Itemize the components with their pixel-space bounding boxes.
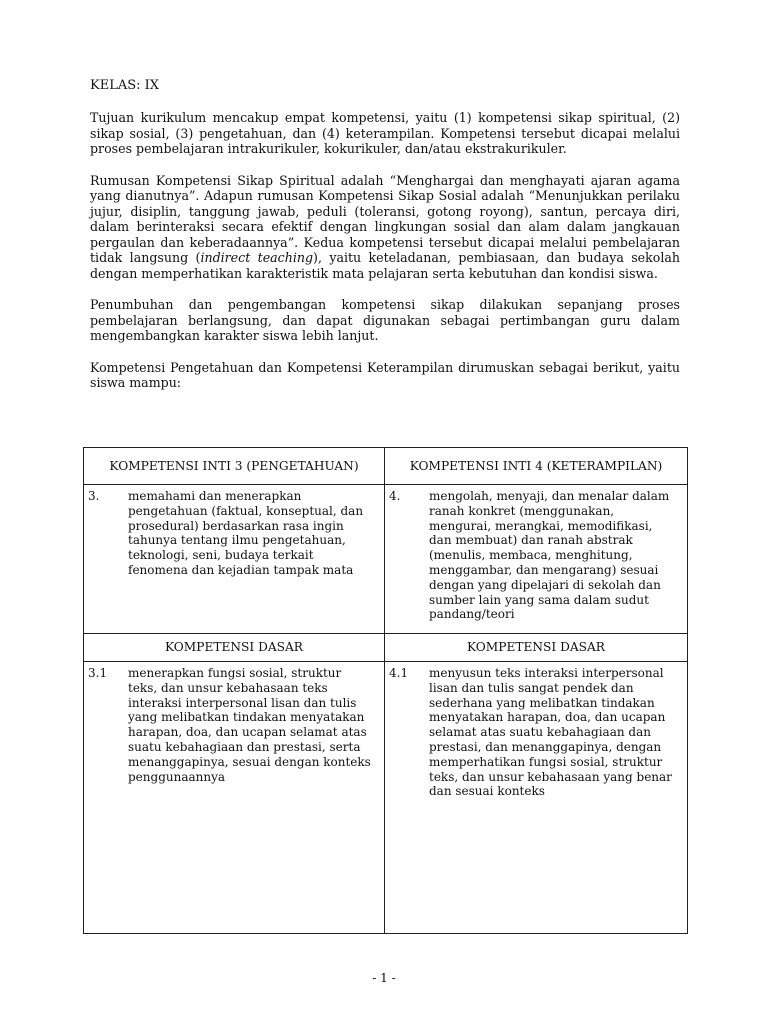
- paragraph-attitude-emphasis: indirect teaching: [200, 250, 314, 265]
- ki3-header: KOMPETENSI INTI 3 (PENGETAHUAN): [84, 448, 385, 485]
- paragraph-attitude-text-a: Rumusan Kompetensi Sikap Spiritual adalah “Menghargai dan menghayati ajaran agama yang dianutnya”. Adapun rumusan Kompetensi Sikap Sosial adalah “Menunjukkan perilaku jujur, disiplin, tanggung jawab, peduli (toleransi, gotong royong), santun, percaya diri, dalam berinteraksi secara efektif dengan lingkungan sosial dan alam dalam jangkauan pergaulan dan keberadaannya”. Kedua kompetensi tersebut dicapai melalui pembelajaran tidak langsung (: [90, 172, 680, 265]
- paragraph-attitude-text-b: ), yaitu keteladanan, pembiasaan, dan budaya sekolah dengan memperhatikan karakteristik mata pelajaran serta kebutuhan dan kondisi siswa.: [90, 250, 680, 281]
- kd4-number: 4.1: [389, 666, 409, 680]
- kd3-cell: [84, 662, 385, 934]
- document-body: [90, 78, 680, 407]
- paragraph-attitude-development: Penumbuhan dan pengembangan kompetensi sikap dilakukan sepanjang proses pembelajaran berlangsung, dan dapat digunakan sebagai pertimbangan guru dalam mengembangkan karakter siswa lebih lanjut.: [90, 297, 680, 343]
- ki3-text: memahami dan menerapkan pengetahuan (faktual, konseptual, dan prosedural) berdasarkan rasa ingin tahunya tentang ilmu pengetahuan, teknologi, seni, budaya terkait fenomena dan kejadian tampak mata: [128, 489, 364, 577]
- kd-header-right: KOMPETENSI DASAR: [385, 634, 688, 662]
- kd3-text: menerapkan fungsi sosial, struktur teks, dan unsur kebahasaan teks interaksi interpersonal lisan dan tulis yang melibatkan tindakan menyatakan harapan, doa, dan ucapan selamat atas suatu kebahagiaan dan prestasi, serta menanggapinya, sesuai dengan konteks penggunaannya: [128, 666, 371, 784]
- ki4-text: mengolah, menyaji, dan menalar dalam ranah konkret (menggunakan, mengurai, merangkai, memodifikasi, dan membuat) dan ranah abstrak (menulis, membaca, menghitung, menggambar, dan mengarang) sesuai dengan yang dipelajari di sekolah dan sumber lain yang sama dalam sudut pandang/teori: [429, 489, 670, 622]
- paragraph-attitude-competency: [90, 173, 680, 282]
- paragraph-curriculum-goal: Tujuan kurikulum mencakup empat kompetensi, yaitu (1) kompetensi sikap spiritual, (2) sikap sosial, (3) pengetahuan, dan (4) keterampilan. Kompetensi tersebut dicapai melalui proses pembelajaran intrakurikuler, kokurikuler, dan/atau ekstrakurikuler.: [90, 110, 680, 156]
- ki4-header: KOMPETENSI INTI 4 (KETERAMPILAN): [385, 448, 688, 485]
- kd4-text: menyusun teks interaksi interpersonal lisan dan tulis sangat pendek dan sederhana yang melibatkan tindakan menyatakan harapan, doa, dan ucapan selamat atas suatu kebahagiaan dan prestasi, dan menanggapinya, dengan memperhatikan fungsi sosial, struktur teks, dan unsur kebahasaan yang benar dan sesuai konteks: [429, 666, 672, 799]
- page-number: - 1 -: [372, 971, 396, 985]
- competency-table: [83, 447, 688, 934]
- paragraph-knowledge-skills-intro: Kompetensi Pengetahuan dan Kompetensi Keterampilan dirumuskan sebagai berikut, yaitu siswa mampu:: [90, 359, 680, 390]
- ki3-number: 3.: [88, 489, 100, 503]
- ki4-cell: [385, 485, 688, 634]
- ki4-number: 4.: [389, 489, 401, 503]
- kd3-number: 3.1: [88, 666, 108, 680]
- class-heading: KELAS: IX: [90, 78, 160, 93]
- ki3-cell: [84, 485, 385, 634]
- kd4-cell: [385, 662, 688, 934]
- kd-header-left: KOMPETENSI DASAR: [84, 634, 385, 662]
